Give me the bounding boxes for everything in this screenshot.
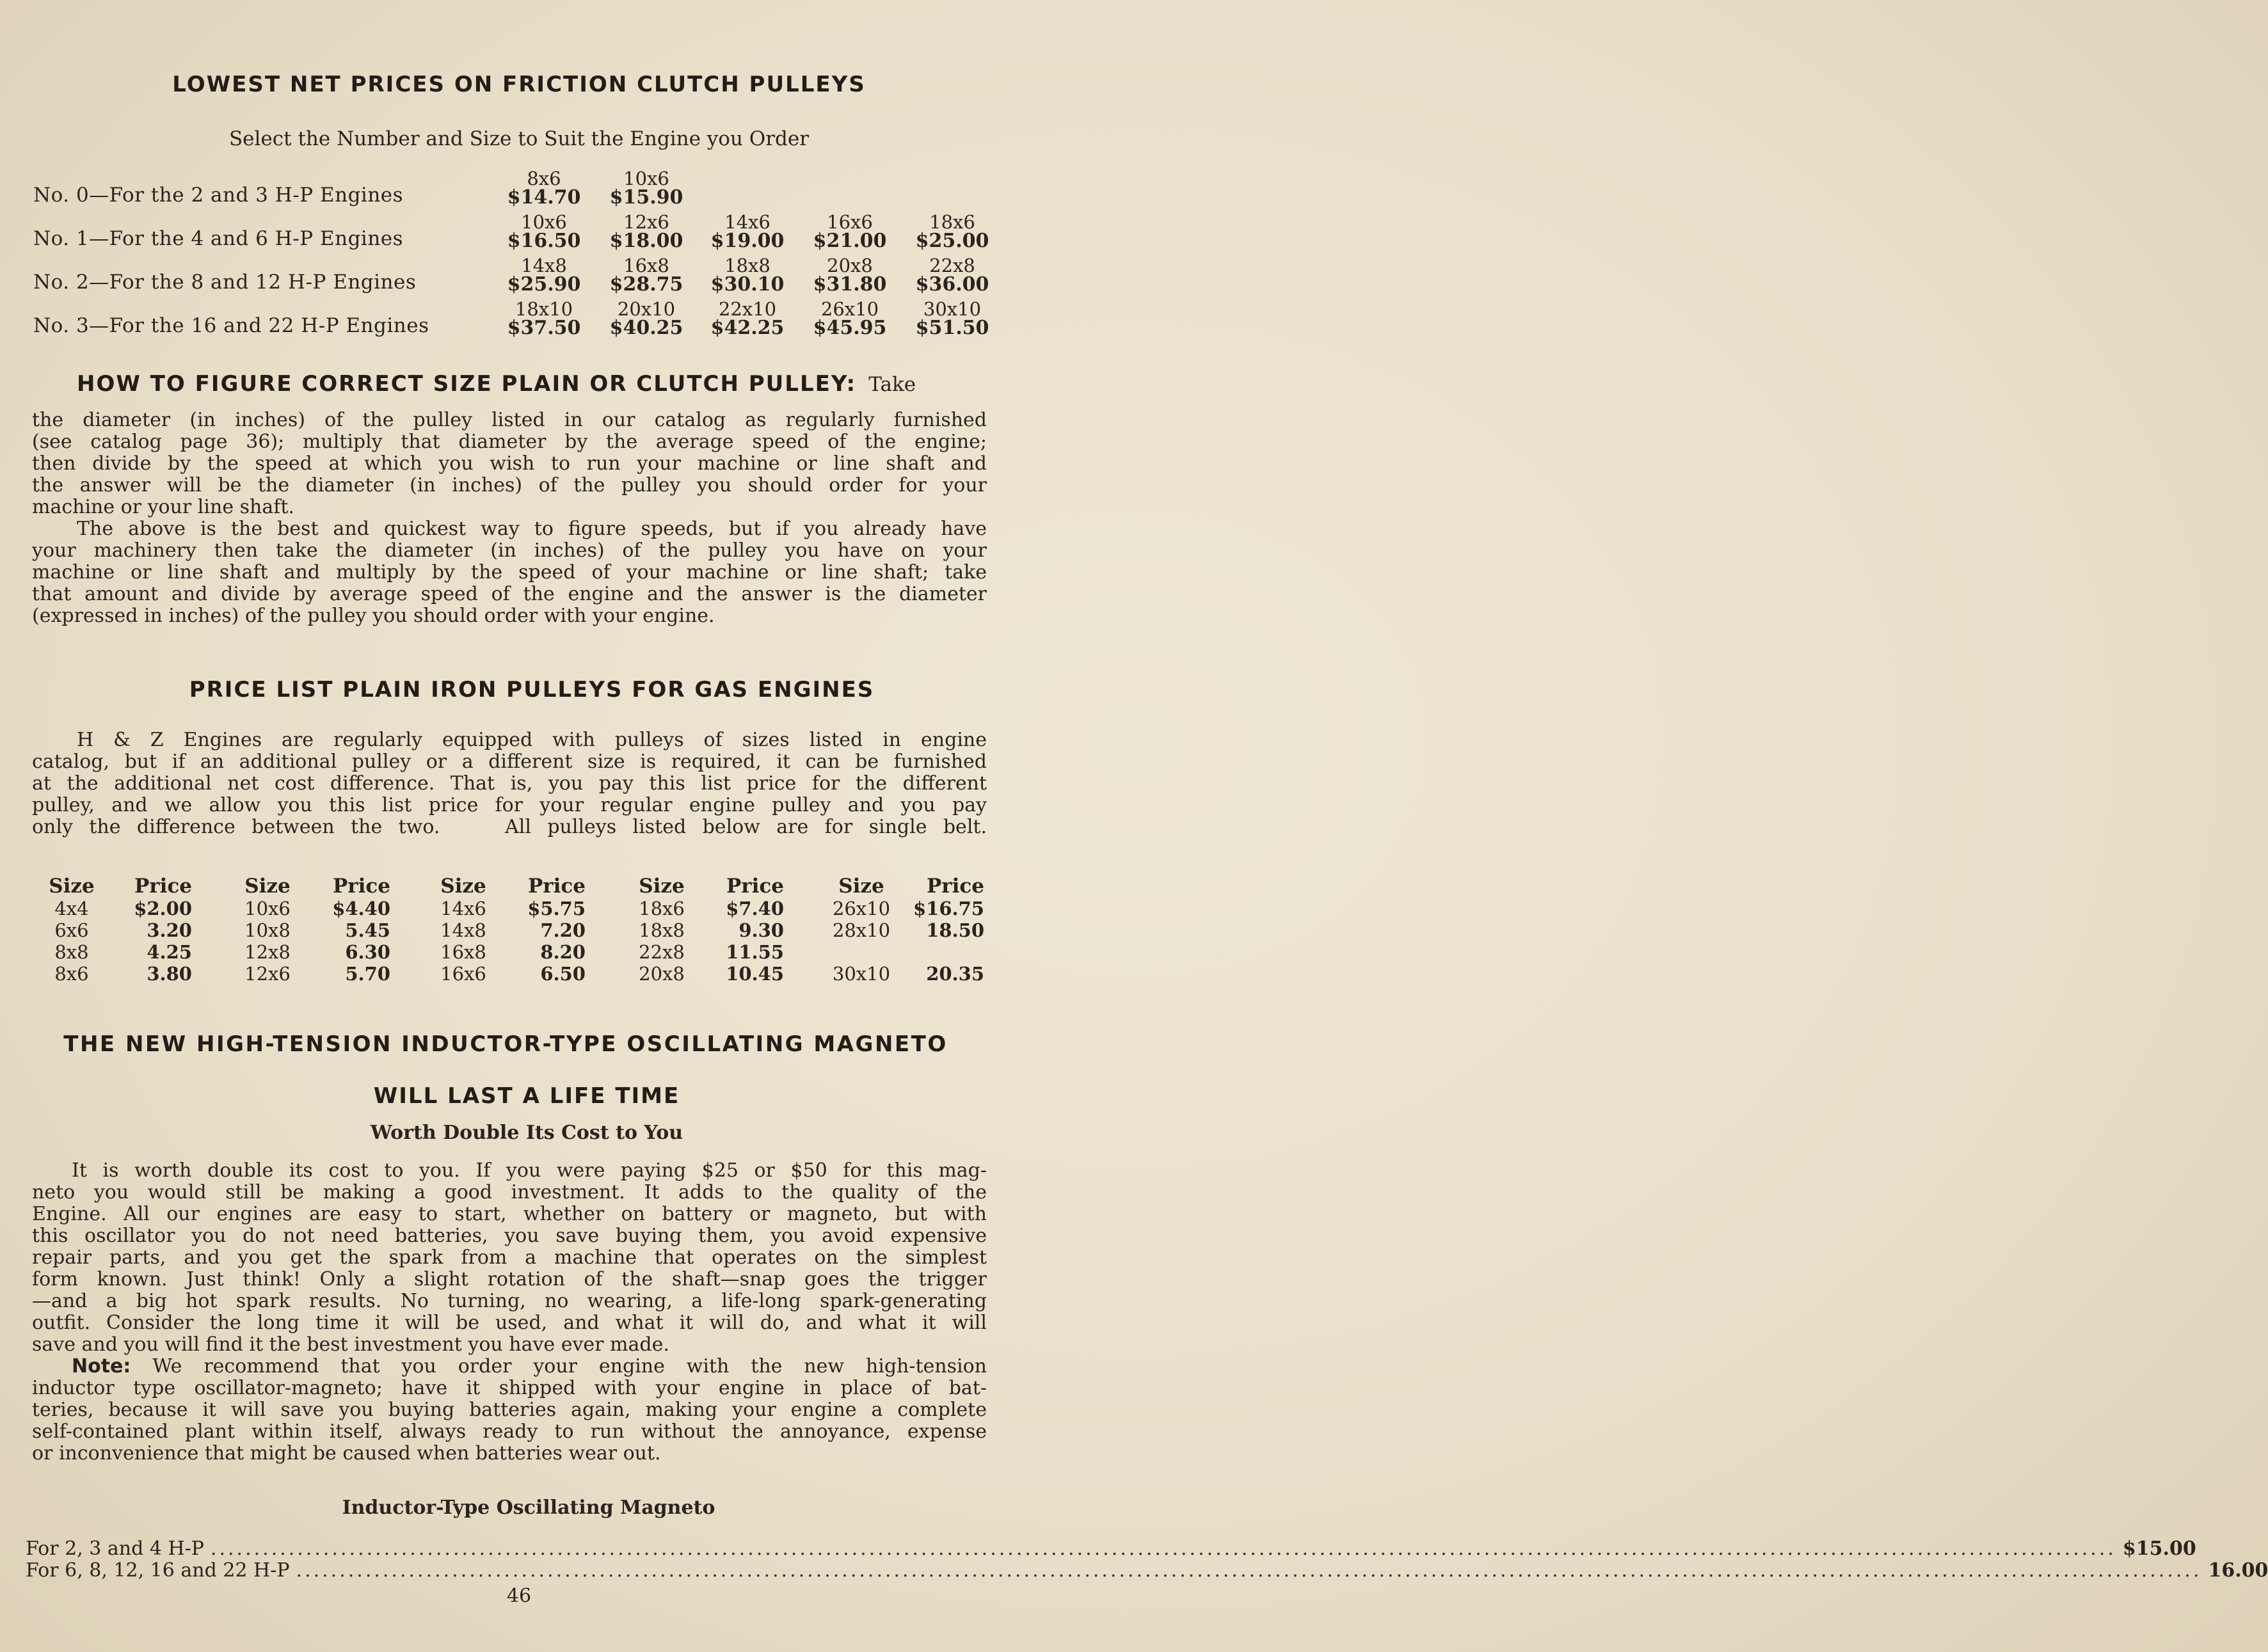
plain-size: 8x8 [54,941,89,963]
friction-price: $15.90 [609,186,683,209]
page-number: 46 [506,1585,532,1607]
friction-size: 12x6 [623,211,669,233]
note-line: teries, because it will save you buying batteries again, making your engine a complete [32,1399,987,1421]
friction-row-label: No. 3—For the 16 and 22 H-P Engines [33,314,429,337]
plain-size: 16x6 [440,963,486,985]
plain-size-header: Size [49,875,95,898]
plain-price: 18.50 [926,919,984,941]
plain-price: $16.75 [913,898,984,919]
magneto-line: Engine. All our engines are easy to start, whether on battery or magneto, but with [32,1203,987,1225]
howto-line: The above is the best and quickest way to figure speeds, but if you already have [77,518,987,540]
plain-price: 6.50 [540,963,586,985]
magneto-price-row [26,1537,2196,1560]
plain-price: 5.45 [345,919,390,941]
magneto-item-label: For 6, 8, 12, 16 and 22 H-P [26,1559,290,1582]
note-line: inductor type oscillator-magneto; have it shipped with your engine in place of bat- [32,1377,987,1399]
friction-title: LOWEST NET PRICES ON FRICTION CLUTCH PULLEYS [172,72,866,97]
friction-size: 16x6 [827,211,873,233]
magneto-title: THE NEW HIGH-TENSION INDUCTOR-TYPE OSCILLATING MAGNETO [63,1031,948,1057]
howto-line: (expressed in inches) of the pulley you should order with your engine. [32,605,715,627]
plain-size: 8x6 [54,963,89,985]
plain-size: 6x6 [54,919,89,941]
plain-size: 14x8 [440,919,486,941]
friction-size: 30x10 [923,298,982,320]
magneto-subtitle: WILL LAST A LIFE TIME [373,1083,680,1109]
magneto-line: save and you will find it the best investment you have ever made. [32,1333,669,1356]
friction-price: $40.25 [609,317,683,339]
plain-size: 10x8 [244,919,291,941]
magneto-line: form known. Just think! Only a slight rotation of the shaft—snap goes the trigger [32,1268,987,1291]
plain-price: 3.20 [147,919,192,941]
magneto-price-row [26,1559,2268,1582]
magneto-tagline: Worth Double Its Cost to You [370,1122,683,1144]
friction-size: 22x8 [929,255,975,276]
note-line: or inconvenience that might be caused when batteries wear out. [32,1442,661,1465]
howto-line: your machinery then take the diameter (in inches) of the pulley you have on your [32,539,987,562]
magneto-item-price: 16.00 [2208,1559,2268,1582]
friction-price: $21.00 [813,230,887,252]
magneto-line: this oscillator you do not need batteries, you save buying them, you avoid expensive [32,1225,987,1247]
friction-price: $45.95 [813,317,887,339]
note-line: We recommend that you order your engine with the new high-tension [131,1355,987,1378]
howto-line: the answer will be the diameter (in inches) of the pulley you should order for your [32,474,987,496]
friction-price: $14.70 [507,186,581,209]
magneto-price-title: Inductor-Type Oscillating Magneto [342,1497,715,1519]
howto-line: (see catalog page 36); multiply that diameter by the average speed of the engine; [32,431,987,453]
plain-size-header: Size [838,875,884,898]
plain-size: 12x8 [244,941,291,963]
plain-size: 30x10 [832,963,891,985]
dot-leader: ............................................................................................................................................................................................................................ [296,1559,2202,1582]
friction-price: $51.50 [915,317,989,339]
plain-size: 14x6 [440,898,486,919]
plain-size: 10x6 [244,898,291,919]
friction-size: 16x8 [623,255,669,276]
friction-price: $28.75 [609,273,683,296]
plain-line: only the difference between the two. All pulleys listed below are for single belt. [32,816,987,838]
friction-price: $37.50 [507,317,581,339]
magneto-line: repair parts, and you get the spark from a machine that operates on the simplest [32,1246,987,1269]
friction-price: $31.80 [813,273,887,296]
plain-size: 12x6 [244,963,291,985]
friction-subtitle: Select the Number and Size to Suit the Engine you Order [228,127,810,150]
plain-price: $7.40 [726,898,784,919]
friction-size: 14x8 [521,255,567,276]
plain-size-header: Size [440,875,486,898]
plain-price: 9.30 [739,919,784,941]
plain-size: 16x8 [440,941,486,963]
plain-price: 6.30 [345,941,390,963]
plain-price: 4.25 [147,941,192,963]
plain-size: 26x10 [832,898,891,919]
magneto-line: —and a big hot spark results. No turning, no wearing, a life-long spark-generating [32,1290,987,1312]
plain-line: pulley, and we allow you this list price for your regular engine pulley and you pay [32,794,987,816]
friction-row-label: No. 1—For the 4 and 6 H-P Engines [33,227,404,250]
friction-size: 22x10 [718,298,777,320]
plain-price: 5.70 [345,963,390,985]
friction-size: 20x10 [617,298,676,320]
magneto-line: It is worth double its cost to you. If you were paying $25 or $50 for this mag- [72,1159,987,1182]
friction-price: $19.00 [710,230,785,252]
howto-title: HOW TO FIGURE CORRECT SIZE PLAIN OR CLUTCH PULLEY: [77,371,857,397]
magneto-item-label: For 2, 3 and 4 H-P [26,1537,204,1560]
friction-size: 18x8 [724,255,771,276]
friction-price: $30.10 [710,273,785,296]
friction-price: $16.50 [507,230,581,252]
howto-line: then divide by the speed at which you wish to run your machine or line shaft and [32,452,987,475]
plain-size: 18x8 [639,919,685,941]
plain-price: 11.55 [726,941,784,963]
plain-price: 8.20 [540,941,586,963]
friction-size: 20x8 [827,255,873,276]
plain-size: 22x8 [639,941,685,963]
note-label: Note: [72,1355,131,1378]
friction-row-label: No. 0—For the 2 and 3 H-P Engines [33,184,404,207]
friction-price: $25.90 [507,273,581,296]
friction-row-label: No. 2—For the 8 and 12 H-P Engines [33,271,417,294]
plain-size: 28x10 [832,919,891,941]
plain-size: 20x8 [639,963,685,985]
note-line: self-contained plant within itself, always ready to run without the annoyance, expense [32,1420,987,1443]
friction-size: 14x6 [724,211,771,233]
plain-price-header: Price [527,875,586,898]
plain-price: 3.80 [147,963,192,985]
plain-price: $2.00 [134,898,192,919]
plain-size-header: Size [244,875,291,898]
dot-leader: ............................................................................................................................................................................................................................ [210,1537,2116,1560]
howto-line: that amount and divide by average speed of the engine and the answer is the diameter [32,583,987,605]
plain-title: PRICE LIST PLAIN IRON PULLEYS FOR GAS ENGINES [189,677,875,703]
plain-price-header: Price [332,875,390,898]
friction-price: $36.00 [915,273,989,296]
friction-price: $42.25 [710,317,785,339]
magneto-line: neto you would still be making a good investment. It adds to the quality of the [32,1181,987,1203]
plain-price: 7.20 [540,919,586,941]
howto-line: machine or line shaft and multiply by the speed of your machine or line shaft; take [32,561,987,584]
friction-size: 18x6 [929,211,975,233]
plain-price-header: Price [134,875,192,898]
plain-line: at the additional net cost difference. That is, you pay this list price for the different [32,772,987,795]
friction-price: $18.00 [609,230,683,252]
howto-heading [77,371,986,397]
magneto-line: outfit. Consider the long time it will be used, and what it will do, and what it will [32,1312,987,1334]
friction-size: 26x10 [820,298,879,320]
friction-size: 18x10 [515,298,573,320]
plain-line: H & Z Engines are regularly equipped with pulleys of sizes listed in engine [77,729,987,751]
plain-price: 10.45 [726,963,784,985]
howto-line: machine or your line shaft. [32,496,294,518]
plain-line: catalog, but if an additional pulley or a different size is required, it can be furnished [32,751,987,773]
plain-price-header: Price [926,875,984,898]
plain-price: $4.40 [332,898,390,919]
note-first-line [72,1356,987,1378]
howto-lead: Take [868,373,916,396]
plain-size: 18x6 [639,898,685,919]
plain-size-header: Size [639,875,685,898]
friction-size: 8x6 [527,168,561,189]
plain-price: 20.35 [926,963,984,985]
plain-size: 4x4 [54,898,89,919]
friction-size: 10x6 [623,168,669,189]
howto-line: the diameter (in inches) of the pulley listed in our catalog as regularly furnished [32,409,987,431]
plain-price: $5.75 [527,898,586,919]
magneto-item-price: $15.00 [2122,1537,2196,1560]
friction-price: $25.00 [915,230,989,252]
friction-size: 10x6 [521,211,567,233]
plain-price-header: Price [726,875,784,898]
